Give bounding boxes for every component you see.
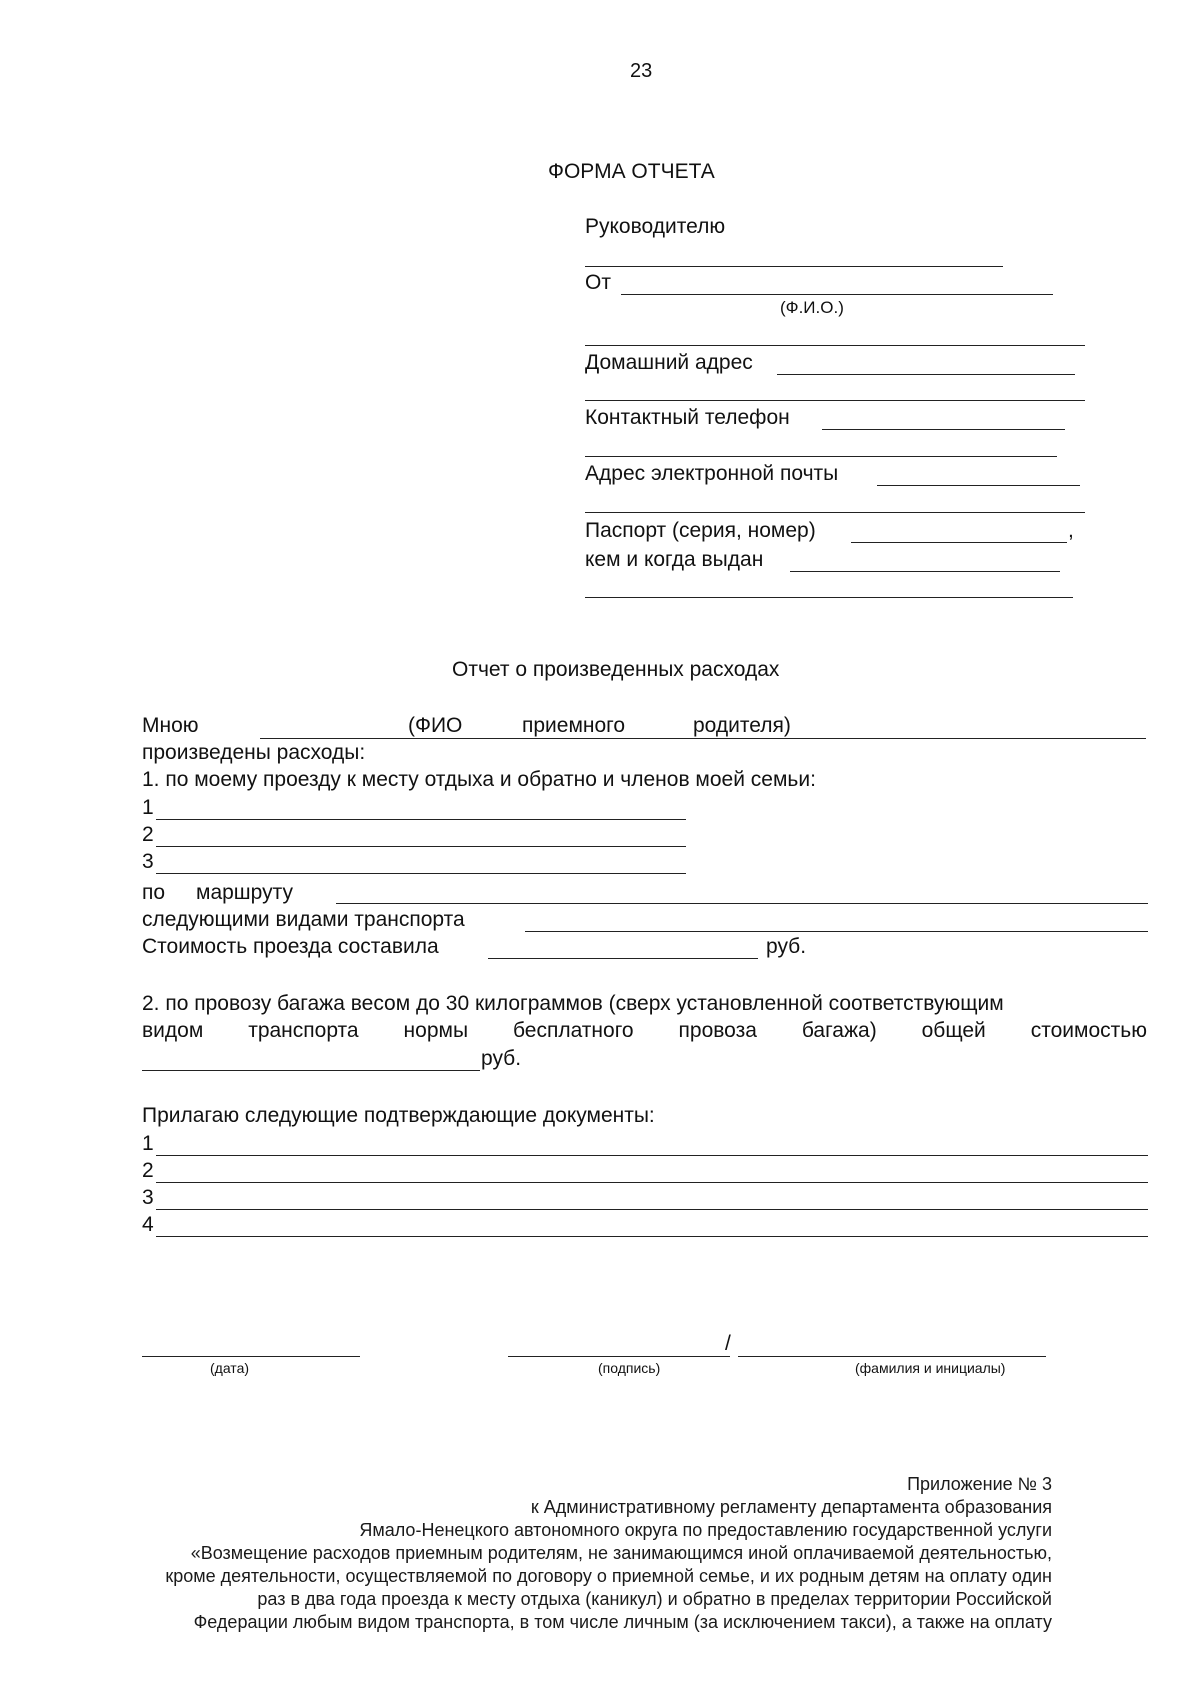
fio-hint-3: родителя) (693, 714, 791, 737)
item-2-word: стоимостью (1030, 1019, 1147, 1042)
transport-label: следующими видами транспорта (142, 908, 465, 931)
email-line[interactable] (877, 485, 1080, 486)
name-caption: (фамилия и инициалы) (855, 1360, 1006, 1376)
cost-rub: руб. (766, 935, 807, 958)
doc-line-2[interactable] (156, 1182, 1148, 1183)
route-label: маршруту (196, 881, 293, 904)
home-address-line-2[interactable] (585, 400, 1085, 401)
item-2-word: общей (921, 1019, 986, 1042)
doc-number-1: 1 (142, 1132, 154, 1155)
email-label: Адрес электронной почты (585, 462, 839, 485)
item-2-word: багажа) (801, 1019, 877, 1042)
fio-hint-1: (ФИО (408, 714, 463, 737)
traveler-number-3: 3 (142, 850, 154, 873)
traveler-number-1: 1 (142, 796, 154, 819)
sign-caption: (подпись) (598, 1360, 661, 1376)
traveler-line-1[interactable] (156, 819, 686, 820)
traveler-line-3[interactable] (156, 873, 686, 874)
passport-label: Паспорт (серия, номер) (585, 519, 816, 542)
baggage-rub: руб. (481, 1047, 522, 1070)
from-label: От (585, 271, 611, 294)
appendix-line: Федерации любым видом транспорта, в том числе личным (за исключением такси), а также на оплату (193, 1612, 1052, 1632)
item-2-line-2 (142, 1018, 1147, 1044)
name-line[interactable] (738, 1356, 1046, 1357)
item-2-word: бесплатного (512, 1019, 634, 1042)
date-line[interactable] (142, 1356, 360, 1357)
fio-hint-2: приемного (522, 714, 626, 737)
item-2-line-1: 2. по провозу багажа весом до 30 килограммов (сверх установленной соответствующим (142, 992, 1004, 1015)
page-number: 23 (630, 60, 653, 82)
transport-line[interactable] (525, 931, 1148, 932)
expenses-made: произведены расходы: (142, 741, 366, 764)
cost-label: Стоимость проезда составила (142, 935, 439, 958)
sign-line[interactable] (508, 1356, 730, 1357)
from-fio-line[interactable] (621, 294, 1053, 295)
doc-number-4: 4 (142, 1213, 154, 1236)
doc-line-3[interactable] (156, 1209, 1148, 1210)
appendix-line: Ямало-Ненецкого автономного округа по предоставлению государственной услуги (359, 1520, 1052, 1540)
fio-caption: (Ф.И.О.) (780, 298, 844, 317)
traveler-line-2[interactable] (156, 846, 686, 847)
issued-line-2[interactable] (585, 597, 1073, 598)
home-address-line[interactable] (777, 374, 1075, 375)
attach-label: Прилагаю следующие подтверждающие документы: (142, 1104, 655, 1127)
issued-label: кем и когда выдан (585, 548, 764, 571)
phone-line[interactable] (822, 429, 1065, 430)
form-title: ФОРМА ОТЧЕТА (548, 160, 715, 183)
item-2-word: видом (142, 1019, 204, 1042)
doc-line-4[interactable] (156, 1236, 1148, 1237)
passport-comma: , (1068, 519, 1074, 542)
phone-label: Контактный телефон (585, 406, 790, 429)
appendix-line: «Возмещение расходов приемным родителям, не занимающимся иной оплачиваемой деятельностью, (190, 1543, 1052, 1563)
appendix-header (32, 1473, 1052, 1634)
item-1-text: 1. по моему проезду к месту отдыха и обратно и членов моей семьи: (142, 768, 816, 791)
mnoyu-label: Мною (142, 714, 199, 737)
phone-line-2[interactable] (585, 456, 1057, 457)
home-address-label: Домашний адрес (585, 351, 753, 374)
route-line[interactable] (336, 903, 1148, 904)
appendix-line: раз в два года проезда к месту отдыха (каникул) и обратно в пределах территории Российской (257, 1589, 1052, 1609)
doc-line-1[interactable] (156, 1155, 1148, 1156)
item-2-word: провоза (678, 1019, 757, 1042)
item-2-word: транспорта (248, 1019, 359, 1042)
report-title: Отчет о произведенных расходах (452, 658, 780, 681)
baggage-cost-line[interactable] (142, 1070, 480, 1071)
email-line-2[interactable] (585, 512, 1085, 513)
head-label: Руководителю (585, 215, 726, 238)
doc-number-2: 2 (142, 1159, 154, 1182)
head-name-line[interactable] (585, 266, 1003, 267)
sign-slash: / (725, 1332, 731, 1355)
appendix-line: кроме деятельности, осуществляемой по договору о приемной семье, и их родным детям на оплату один (165, 1566, 1052, 1586)
passport-line[interactable] (851, 542, 1067, 543)
date-caption: (дата) (210, 1360, 250, 1376)
traveler-number-2: 2 (142, 823, 154, 846)
appendix-line: Приложение № 3 (907, 1474, 1052, 1494)
doc-number-3: 3 (142, 1186, 154, 1209)
item-2-word: нормы (403, 1019, 469, 1042)
from-fio-line-2[interactable] (585, 345, 1085, 346)
appendix-line: к Административному регламенту департамента образования (530, 1497, 1052, 1517)
route-po: по (142, 881, 166, 904)
cost-line[interactable] (488, 958, 758, 959)
issued-line[interactable] (790, 571, 1060, 572)
